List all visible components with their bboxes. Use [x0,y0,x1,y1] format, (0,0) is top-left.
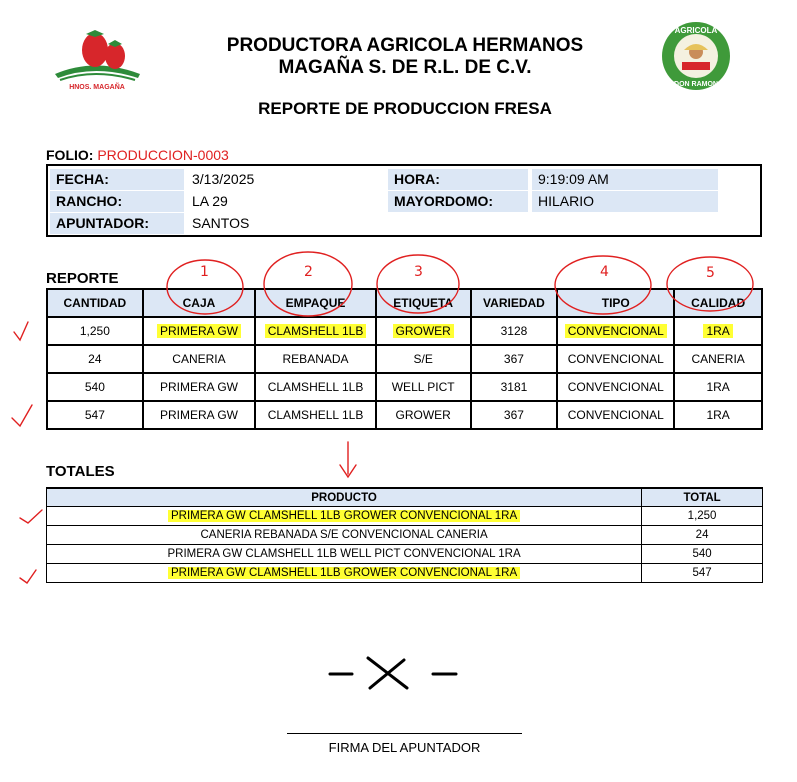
table-row [47,317,762,345]
totales-title: TOTALES [46,463,115,480]
cell-caja: PRIMERA GW [143,373,256,401]
annotation-number-2: 2 [304,264,313,280]
mayordomo-label: MAYORDOMO: [388,191,528,212]
col-header-empaque: EMPAQUE [255,289,376,317]
totales-table [46,487,763,583]
table-row [47,545,763,564]
cell-empaque: CLAMSHELL 1LB [255,373,376,401]
col-header-tipo: TIPO [557,289,674,317]
fecha-label: FECHA: [50,169,184,190]
annotation-number-4: 4 [600,264,609,280]
cell-cantidad: 24 [47,345,143,373]
cell-total: 547 [642,564,763,583]
cell-calidad: 1RA [674,401,762,429]
cell-variedad: 367 [471,345,558,373]
annotation-number-3: 3 [414,264,423,280]
table-row [47,373,762,401]
folio-value: PRODUCCION-0003 [97,147,229,163]
check-mark [14,322,28,340]
reporte-title: REPORTE [46,270,119,287]
cell-variedad: 367 [471,401,558,429]
cell-total: 540 [642,545,763,564]
logo-right-bottom-text: DON RAMON [674,81,718,88]
report-title: REPORTE DE PRODUCCION FRESA [258,99,552,118]
cell-variedad: 3128 [471,317,558,345]
reporte-header-row [47,289,762,317]
cell-etiqueta: GROWER [376,401,471,429]
cell-variedad: 3181 [471,373,558,401]
highlight: GROWER [393,324,454,338]
cell-etiqueta: WELL PICT [376,373,471,401]
annotation-number-5: 5 [706,265,715,281]
highlight: PRIMERA GW [157,324,241,338]
folio [46,147,229,163]
cell-producto [47,564,642,583]
company-name-line1: PRODUCTORA AGRICOLA HERMANOS [226,35,584,56]
hnos-magana-logo [50,22,145,92]
cell-cantidad: 540 [47,373,143,401]
col-header-cantidad: CANTIDAD [47,289,143,317]
arrow-down [340,442,356,477]
highlight: CLAMSHELL 1LB [265,324,367,338]
cell-calidad: CANERIA [674,345,762,373]
cell-empaque: CLAMSHELL 1LB [255,401,376,429]
cell-calidad: 1RA [674,373,762,401]
totales-header-row [47,488,763,507]
signature-line [287,733,522,734]
check-mark [20,570,36,583]
cell-tipo [557,317,674,345]
rancho-label: RANCHO: [50,191,184,212]
highlight: 1RA [703,324,732,338]
cell-etiqueta: S/E [376,345,471,373]
col-header-variedad: VARIEDAD [471,289,558,317]
cell-tipo: CONVENCIONAL [557,401,674,429]
highlight: PRIMERA GW CLAMSHELL 1LB GROWER CONVENCIONAL 1RA [168,567,520,579]
hora-label: HORA: [388,169,528,190]
logo-left-text: HNOS. MAGAÑA [69,84,125,91]
cell-empaque [255,317,376,345]
cell-cantidad: 1,250 [47,317,143,345]
apuntador-label: APUNTADOR: [50,213,184,234]
company-name-line2: MAGAÑA S. DE R.L. DE C.V. [278,57,532,78]
cell-producto: PRIMERA GW CLAMSHELL 1LB WELL PICT CONVENCIONAL 1RA [47,545,642,564]
highlight: PRIMERA GW CLAMSHELL 1LB GROWER CONVENCIONAL 1RA [168,510,520,522]
don-ramon-logo [660,20,732,92]
cell-caja: PRIMERA GW [143,401,256,429]
cell-etiqueta [376,317,471,345]
reporte-table [46,288,763,430]
col-header-caja: CAJA [143,289,256,317]
signature-mark [330,658,456,688]
check-mark [12,405,32,426]
cell-tipo: CONVENCIONAL [557,373,674,401]
table-row [47,507,763,526]
cell-producto [47,507,642,526]
folio-label: FOLIO: [46,147,94,163]
rancho-value: LA 29 [192,193,228,209]
logo-right-top-text: AGRICOLA [674,26,718,35]
check-mark [20,510,42,523]
cell-caja: CANERIA [143,345,256,373]
cell-empaque: REBANADA [255,345,376,373]
table-row [47,526,763,545]
apuntador-value: SANTOS [192,215,250,231]
col-header-etiqueta: ETIQUETA [376,289,471,317]
annotation-number-1: 1 [200,264,209,280]
col-header-total: TOTAL [642,488,763,507]
highlight: CONVENCIONAL [565,324,667,338]
hora-value: 9:19:09 AM [532,169,718,190]
cell-cantidad: 547 [47,401,143,429]
table-row [47,564,763,583]
cell-caja [143,317,256,345]
cell-tipo: CONVENCIONAL [557,345,674,373]
col-header-producto: PRODUCTO [47,488,642,507]
cell-total: 24 [642,526,763,545]
table-row [47,345,762,373]
cell-calidad [674,317,762,345]
col-header-calidad: CALIDAD [674,289,762,317]
info-box [46,164,762,237]
table-row [47,401,762,429]
mayordomo-value: HILARIO [532,191,718,212]
fecha-value: 3/13/2025 [192,171,255,187]
signature-label: FIRMA DEL APUNTADOR [328,740,481,755]
cell-producto: CANERIA REBANADA S/E CONVENCIONAL CANERIA [47,526,642,545]
cell-total: 1,250 [642,507,763,526]
